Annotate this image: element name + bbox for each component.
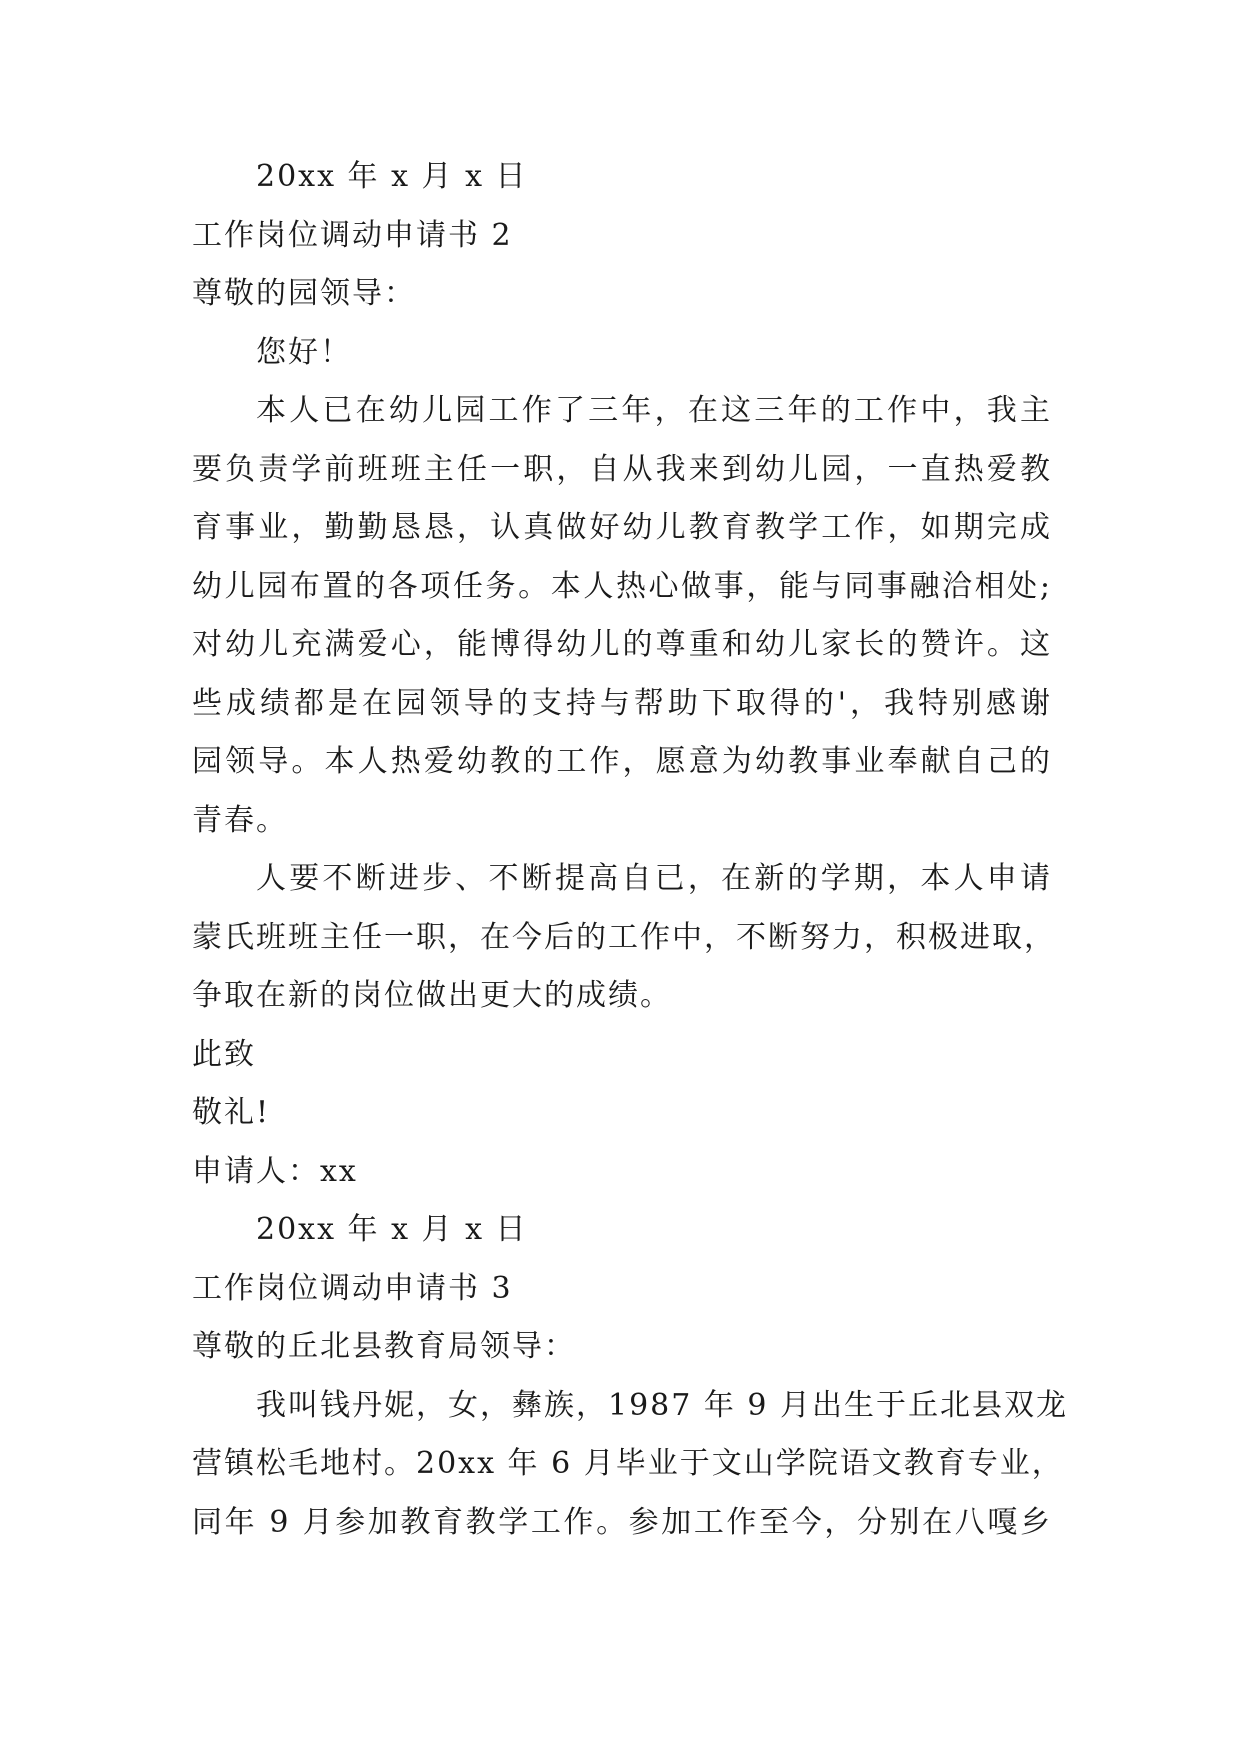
salutation: 尊敬的丘北县教育局领导： [192,1329,576,1364]
paragraph-line: 本人已在幼儿园工作了三年，在这三年的工作中，我主 [256,393,1052,428]
paragraph-line: 青春。 [192,802,288,838]
paragraph-line: 幼儿园布置的各项任务。本人热心做事，能与同事融洽相处; [192,568,1052,604]
section-title: 工作岗位调动申请书 2 [192,217,513,253]
date-line: 20xx 年 x 月 x 日 [256,1212,528,1247]
paragraph-line: 同年 9 月参加教育教学工作。参加工作至今，分别在八嘎乡 [192,1504,1052,1540]
salutation: 尊敬的园领导： [192,276,416,311]
paragraph-line: 我叫钱丹妮，女，彝族，1987 年 9 月出生于丘北县双龙 [256,1387,1069,1423]
paragraph-line: 育事业，勤勤恳恳，认真做好幼儿教育教学工作，如期完成 [192,510,1052,545]
section-title: 工作岗位调动申请书 3 [192,1270,513,1306]
paragraph-line: 蒙氏班班主任一职，在今后的工作中，不断努力，积极进取， [192,919,1056,955]
paragraph-line: 要负责学前班班主任一职，自从我来到幼儿园，一直热爱教 [192,451,1052,487]
paragraph-line: 争取在新的岗位做出更大的成绩。 [192,978,672,1013]
paragraph-line: 人要不断进步、不断提高自已，在新的学期，本人申请 [256,861,1052,896]
document-body [192,148,1069,1552]
paragraph-line: 些成绩都是在园领导的支持与帮助下取得的'，我特别感谢 [192,685,1052,721]
paragraph-line: 对幼儿充满爱心，能博得幼儿的尊重和幼儿家长的赞许。这 [192,627,1052,662]
closing-line: 此致 [192,1036,256,1072]
closing-line: 敬礼! [192,1095,271,1130]
paragraph-line: 营镇松毛地村。20xx 年 6 月毕业于文山学院语文教育专业， [192,1446,1064,1481]
applicant-line: 申请人：xx [192,1153,358,1189]
date-line: 20xx 年 x 月 x 日 [256,159,528,194]
greeting: 您好！ [256,334,352,370]
paragraph-line: 园领导。本人热爱幼教的工作，愿意为幼教事业奉献自己的 [192,744,1052,779]
